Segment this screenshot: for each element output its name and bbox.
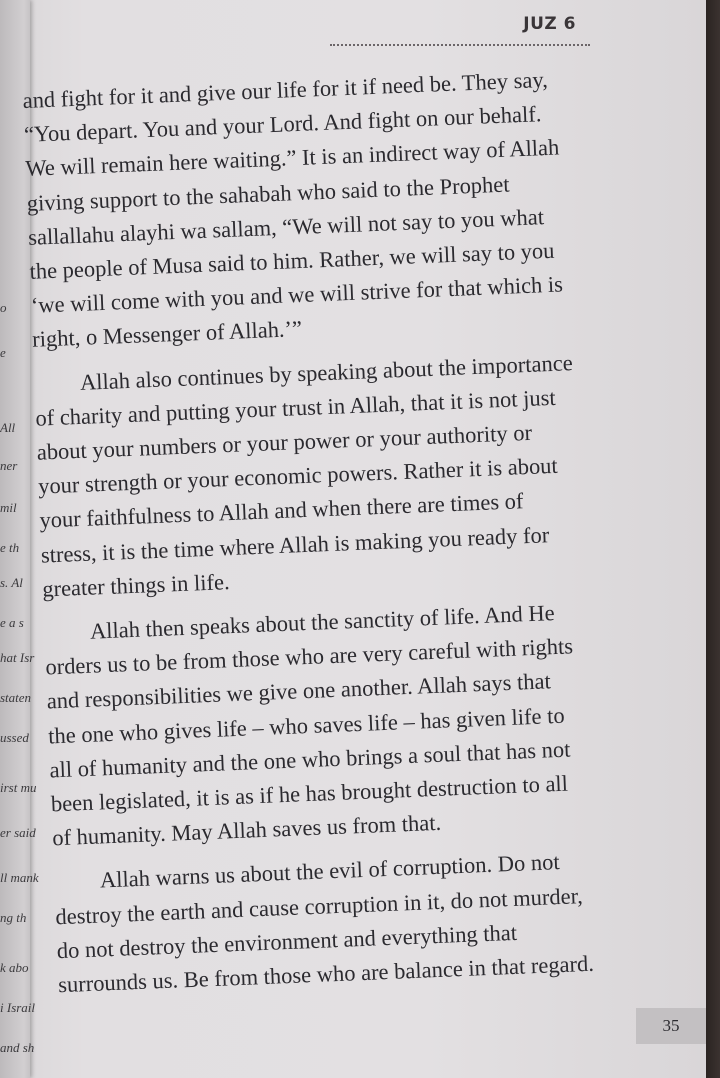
facing-page-fragment: hat Isr xyxy=(0,650,35,665)
paragraph xyxy=(53,842,648,1002)
text-line: stress, it is the time where Allah is making you ready for xyxy=(40,521,550,568)
facing-page-fragment: ner xyxy=(0,458,18,473)
book-spine-shadow xyxy=(706,0,720,1078)
text-line: We will remain here waiting.” It is an indirect way of Allah xyxy=(24,134,560,182)
header-dotted-rule xyxy=(330,44,590,46)
body-text xyxy=(22,60,649,1012)
text-line: and responsibilities we give one another. Allah says that xyxy=(46,668,552,714)
paragraph xyxy=(22,60,623,357)
text-line: giving support to the sahabah who said to the Prophet xyxy=(26,171,510,216)
text-line: orders us to be from those who are very careful with rights xyxy=(44,633,574,680)
text-line: of charity and putting your trust in Allah, that it is not just xyxy=(34,384,557,431)
facing-page-fragment: All xyxy=(0,420,16,435)
facing-page-fragment: er said xyxy=(0,825,36,840)
running-header: JUZ 6 xyxy=(523,14,576,34)
facing-page-fragment: i Israil xyxy=(0,1000,36,1015)
text-line: Allah warns us about the evil of corruption. Do not xyxy=(99,849,561,893)
text-line: right, o Messenger of Allah.’” xyxy=(31,316,303,353)
text-line: of humanity. May Allah saves us from that. xyxy=(51,810,442,851)
facing-page-fragment: irst mu xyxy=(0,780,37,795)
facing-page-fragment: e xyxy=(0,345,6,360)
text-line: the one who gives life – who saves life – has given life to xyxy=(47,702,566,749)
text-line: Allah also continues by speaking about the importance xyxy=(79,349,574,395)
text-line: destroy the earth and cause corruption in it, do not murder, xyxy=(54,882,584,929)
text-line: the people of Musa said to him. Rather, we will say to you xyxy=(29,237,555,284)
text-line: your faithfulness to Allah and when there are times of xyxy=(39,488,524,534)
facing-page-fragment: e th xyxy=(0,540,20,555)
facing-page-fragment: staten xyxy=(0,690,32,705)
facing-page-fragment: ll mank xyxy=(0,870,39,885)
text-line: surrounds us. Be from those who are balance in that regard. xyxy=(57,950,595,998)
text-line: been legislated, it is as if he has brought destruction to all xyxy=(50,770,569,817)
text-line: “You depart. You and your Lord. And fight on our behalf. xyxy=(23,101,542,148)
facing-page-fragment: ng th xyxy=(0,910,27,925)
facing-page-fragment: ussed xyxy=(0,730,29,745)
facing-page-fragment: mil xyxy=(0,500,17,515)
text-line: Allah then speaks about the sanctity of life. And He xyxy=(89,600,556,644)
facing-page-fragment: e a s xyxy=(0,615,24,630)
text-line: your strength or your economic powers. Rather it is about xyxy=(37,453,559,499)
page-number: 35 xyxy=(636,1008,706,1044)
facing-page-fragment: and sh xyxy=(0,1040,35,1055)
facing-page-fragment: o xyxy=(0,300,7,315)
text-line: greater things in life. xyxy=(41,568,231,602)
text-line: do not destroy the environment and everything that xyxy=(56,919,518,964)
text-line: sallallahu alayhi wa sallam, “We will not say to you what xyxy=(27,203,545,250)
text-line: about your numbers or your power or your authority or xyxy=(36,419,533,465)
paragraph xyxy=(33,344,632,607)
paragraph xyxy=(43,593,642,856)
text-line: all of humanity and the one who brings a soul that has not xyxy=(49,736,571,783)
facing-page-fragment: k abo xyxy=(0,960,29,975)
facing-page-fragment: s. Al xyxy=(0,575,23,590)
text-line: ‘we will come with you and we will strive for that which is xyxy=(30,271,564,319)
text-line: and fight for it and give our life for it if need be. They say, xyxy=(22,66,549,113)
